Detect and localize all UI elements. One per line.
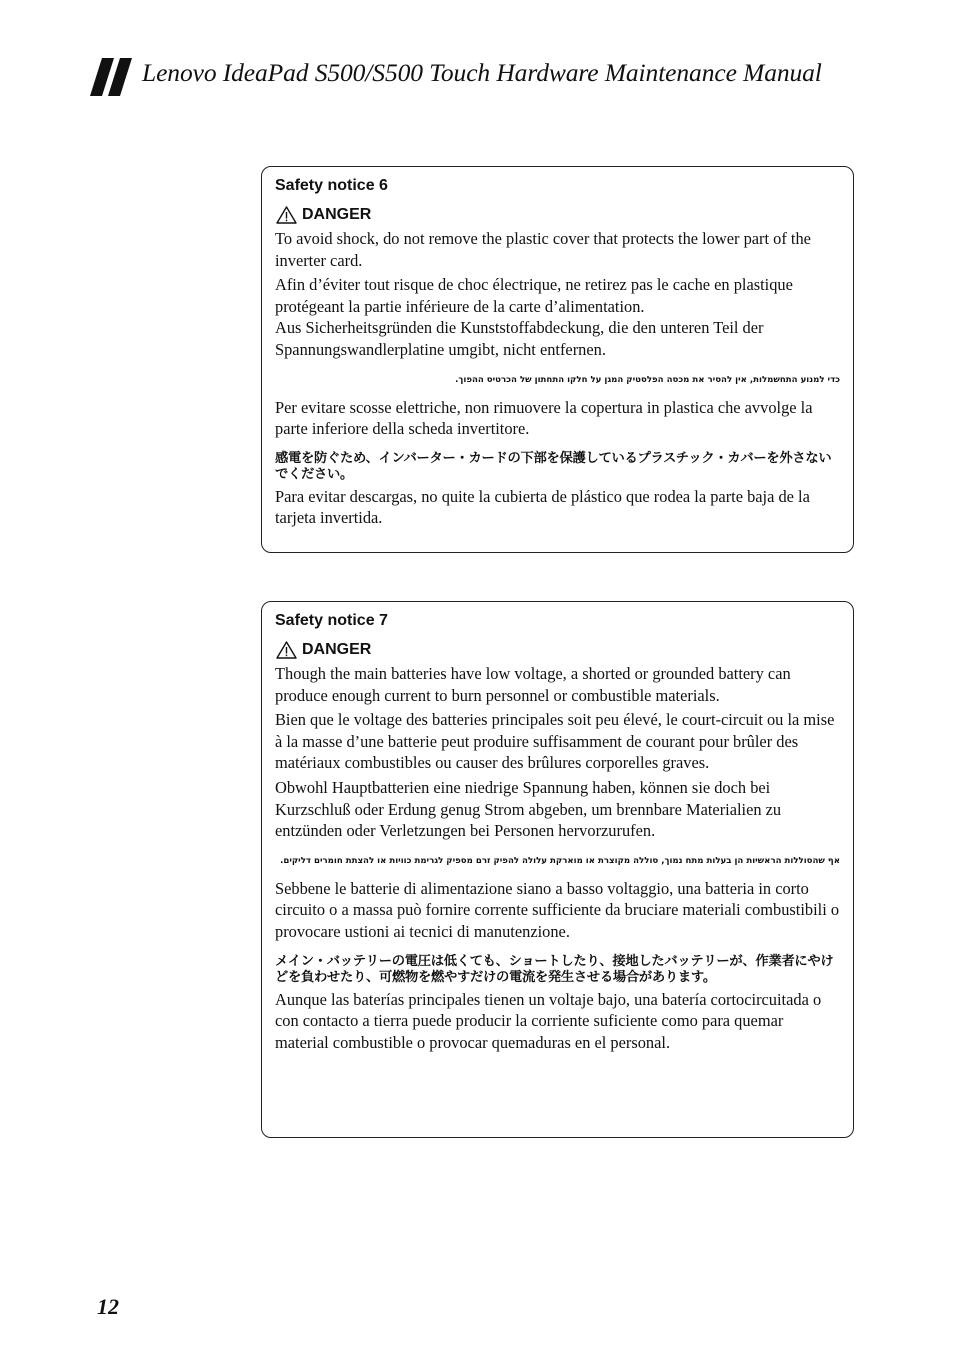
safety-notice-7 xyxy=(261,601,854,1138)
notice-text-hebrew: כדי למנוע התחשמלות, אין להסיר את מכסה הפלסטיק המגן על חלקו התחתון של הכרטיס ההפוך. xyxy=(455,374,840,385)
warning-triangle-icon xyxy=(276,206,297,224)
header-slash-mark-icon xyxy=(90,58,136,96)
warning-triangle-icon xyxy=(276,641,297,659)
danger-heading xyxy=(275,205,840,225)
danger-label: DANGER xyxy=(302,641,372,658)
notice-title: Safety notice 7 xyxy=(275,612,388,629)
notice-text-english: Though the main batteries have low voltage, a shorted or grounded battery can produce enough current to burn personnel or combustible materials. xyxy=(275,664,791,705)
notice-text-italian: Per evitare scosse elettriche, non rimuovere la copertura in plastica che avvolge la parte inferiore della scheda invertitore. xyxy=(275,397,813,439)
document-title: Lenovo IdeaPad S500/S500 Touch Hardware Maintenance Manual xyxy=(142,58,822,87)
notice-text-english: To avoid shock, do not remove the plastic cover that protects the lower part of the inverter card. xyxy=(275,229,811,270)
notice-text-german: Obwohl Hauptbatterien eine niedrige Spannung haben, können sie doch bei Kurzschluß oder Erdung genug Strom abgeben, um brennbare Materialien zu entzünden oder Verletzungen bei Personen hervorzurufen. xyxy=(275,777,782,841)
notice-text-german: Aus Sicherheitsgründen die Kunststoffabdeckung, die den unteren Teil der Spannungswandlerplatine umgibt, nicht entfernen. xyxy=(275,318,764,359)
notice-text-french: Bien que le voltage des batteries principales soit peu élevé, le court-circuit ou la mise à la masse d’une batterie peut produire suffisamment de courant pour brûler des matériaux combustibles ou causer des brûlures corporelles graves. xyxy=(275,710,835,773)
notice-text-hebrew: אף שהסוללות הראשיות הן בעלות מתח נמוך, סוללה מקוצרת או מוארקת עלולה להפיק זרם מספיק לגרימת כוויות או להצתת חומרים דליקים. xyxy=(280,855,840,866)
notice-text-spanish: Para evitar descargas, no quite la cubierta de plástico que rodea la parte baja de la tarjeta invertida. xyxy=(275,486,810,528)
notice-text-japanese: メイン・バッテリーの電圧は低くても、ショートしたり、接地したバッテリーが、作業者にやけどを負わせたり、可燃物を燃やすだけの電流を発生させる場合があります。 xyxy=(275,953,834,985)
danger-heading xyxy=(275,640,840,660)
notice-title: Safety notice 6 xyxy=(275,177,388,194)
notice-text-japanese: 感電を防ぐため、インバーター・カードの下部を保護しているプラスチック・カバーを外さないでください。 xyxy=(275,450,832,482)
danger-label: DANGER xyxy=(302,206,372,223)
safety-notice-6 xyxy=(261,166,854,553)
notice-text-french: Afin d’éviter tout risque de choc électrique, ne retirez pas le cache en plastique protégeant la partie inférieure de la carte d’alimentation. xyxy=(275,275,793,316)
notice-text-italian: Sebbene le batterie di alimentazione siano a basso voltaggio, una batteria in corto circuito o a massa può fornire corrente sufficiente da bruciare materiali combustibili o provocare ustioni ai tecnici di manutenzione. xyxy=(275,878,840,941)
notice-text-spanish: Aunque las baterías principales tienen un voltaje bajo, una batería cortocircuitada o con contacto a tierra puede producir la corriente suficiente como para quemar material combustible o provocar quemaduras en el personal. xyxy=(275,989,822,1052)
page-number: 12 xyxy=(97,1294,119,1319)
